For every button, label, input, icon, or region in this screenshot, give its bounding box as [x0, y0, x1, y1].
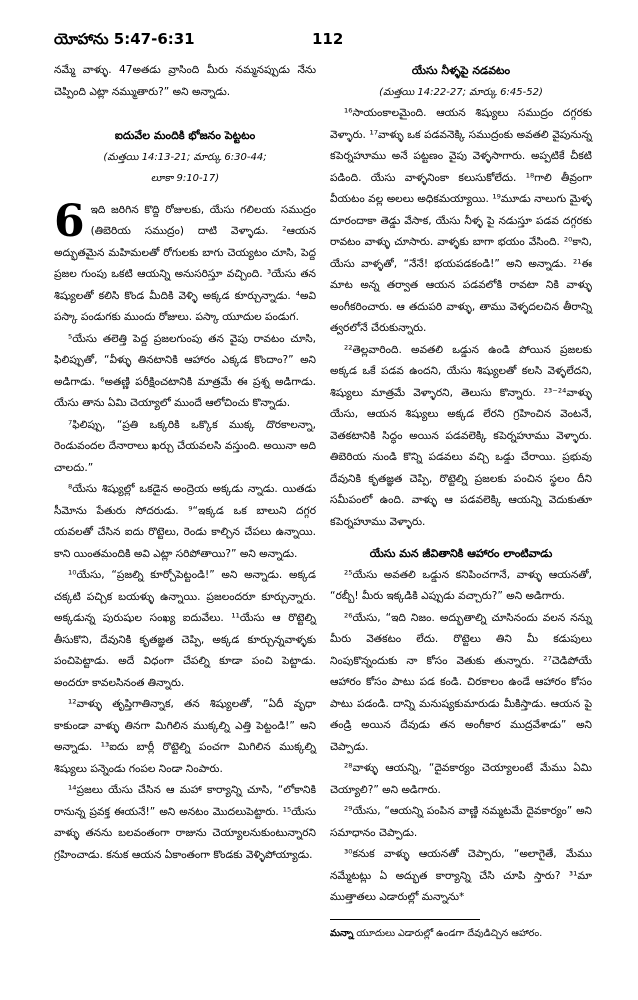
chapter-number: 6 — [54, 195, 85, 247]
left-column — [54, 60, 316, 866]
verse-paragraph: ⁸యేసు శిష్యుల్లో ఒకడైన అంద్రెయ అక్కడు న్నాడు. యితడు సీమోను పేతురు సోదరుడు. ⁹“ఇక్కడ ఒక బాలుని దగ్గర యవలతో చేసిన ఐదు రొట్టెలు, రెండు కాల్చిన చేపలు ఉన్నాయి. కాని యింతమందికి అవి ఎట్లా సరిపోతాయి?” అని అన్నాడు. — [54, 483, 316, 560]
verse-paragraph: ⁷ఫిలిప్పు, “ప్రతి ఒక్కరికి ఒక్కొక ముక్క దొరకాలన్నా, రెండువందల దేనారాలు ఖర్చు చేయవలసి వస్తుంది. అయినా అది చాలదు.” — [54, 418, 316, 474]
section-heading-feeding: ఐదువేల మందికి భోజనం పెట్టటం — [114, 129, 256, 142]
verse-paragraph: ¹²వాళ్ళు తృప్తిగాతిన్నాక, తన శిష్యులతో, “ఏదీ వృధా కాకుండా వాళ్ళు తినగా మిగిలిన ముక్కల్ని ఎత్తి పెట్టండి!” అని అన్నాడు. ¹³ఐదు బార్లీ రొట్టెల్ని పంచగా మిగిలిన ముక్కల్ని శిష్యులు పన్నెండు గంపల నిండా నింపారు. — [54, 698, 316, 775]
cross-reference-walking: (మత్తయి 14:22-27; మార్కు 6:45-52) — [379, 86, 543, 98]
verse-paragraph: ²⁶యేసు, “ఇది నిజం. అద్భుతాల్ని చూసినందు వలన నన్ను మీరు వెతకటం లేదు. రొట్టెలు తిని మీ కడుపులు నింపుకొన్నందుకు నా కోసం వెతుకు తున్నారు. ²⁷చెడిపోయే ఆహారం కోసం పాటు పడ కండి. చిరకాలం ఉండే ఆహారం కోసం పాటు పడండి. దాన్ని మనుష్యకుమారుడు మీకిస్తాడు. ఆయన పై తండ్రి అయిన దేవుడు తన అంగీకార ముద్రవేశాడు” అని చెప్పాడు. — [330, 611, 592, 753]
verse-paragraph: ³⁰కనుక వాళ్ళు ఆయనతో చెప్పారు, “అలాగైతే, మేము నమ్మేటట్లు ఏ అద్భుత కార్యాన్ని చేసి చూపి స్తారు? ³¹మా ముత్తాతలు ఎడారుల్లో మన్నాను* — [330, 848, 592, 903]
section-heading-bread-of-life: యేసు మన జీవితానికి ఆహారం లాంటివాడు — [369, 547, 553, 560]
verse-paragraph: ¹⁴ప్రజలు యేసు చేసిన ఆ మహా కార్యాన్ని చూసి, “లోకానికి రానున్న ప్రవక్త ఈయనే!” అని అనటం మొదలుపెట్టారు. ¹⁵యేసు వాళ్ళు తనను బలవంతంగా రాజును చెయ్యాలనుకుంటున్నారని గ్రహించాడు. కనుక ఆయన ఏకాంతంగా కొండకు వెళ్ళిపోయ్యాడు. — [54, 784, 316, 861]
footnote-rule — [330, 919, 480, 920]
running-head — [54, 30, 590, 52]
continued-paragraph: నమ్మే వాళ్ళు. 47అతడు వ్రాసింది మీరు నమ్మనప్పుడు నేను చెప్పింది ఎట్లా నమ్ముతారు?” అని అన్నాడు. — [54, 64, 316, 98]
running-head-reference: యోహాను 5:47-6:31 — [54, 30, 195, 48]
chapter-opening-paragraph — [54, 195, 316, 329]
right-column — [330, 60, 592, 942]
page-number: 112 — [312, 30, 344, 48]
verse-paragraph: ²²తెల్లవారింది. అవతలి ఒడ్డున ఉండి పోయిన ప్రజలకు అక్కడ ఒకే పడవ ఉందని, యేసు శిష్యులతో కలసి వెళ్ళలేదని, శిష్యులు మాత్రమే వెళ్ళారని, తెలుసు కొన్నారు. ²³⁻²⁴వాళ్ళు యేసు, ఆయన శిష్యులు అక్కడ లేరని గ్రహించిన వెంటనే, వెతకటానికి సిద్ధం అయిన పడవలెక్కి కపెర్నహూము వెళ్ళారు. తిబెరియ నుండి కొన్ని పడవలు వచ్చి ఒడ్డు చేరాయి. ప్రభువు దేవునికి కృతజ్ఞత చెప్పి, రొట్టెల్ని ప్రజలకు పంచిన స్థలం దీని సమీపంలో ఉంది. వాళ్ళు ఆ పడవలెక్కి ఆయన్ని వెదుకుతూ కపెర్నహూము వెళ్ళారు. — [330, 343, 592, 528]
verse-paragraph: ²⁵యేసు అవతలి ఒడ్డున కనిపించగానే, వాళ్ళు ఆయనతో, “రబ్బీ! మీరు ఇక్కడికి ఎప్పుడు వచ్చారు?” అని అడిగారు. — [330, 568, 592, 602]
footnote-term: మన్నా — [330, 927, 354, 939]
chapter-opening-text: ఇది జరిగిన కొద్ది రోజులకు, యేసు గలిలయ సముద్రం (తిబెరియ సముద్రం) దాటి వెళ్ళాడు. ²ఆయన అద్భుతమైన మహిమలతో రోగులకు బాగు చెయ్యటం చూసి, పెద్ద ప్రజల గుంపు ఒకటి ఆయన్ని అనుసరిస్తూ వచ్చింది. ³యేసు తన శిష్యులతో కలిసి కొండ మీదికి వెళ్ళి అక్కడ కూర్చున్నాడు. ⁴అవి పస్కా పండుగకు ముందు రోజులు. పస్కా యూదుల పండుగ. — [54, 203, 316, 323]
section-heading-walking-on-water: యేసు నీళ్ళపై నడవటం — [411, 64, 511, 77]
cross-reference-feeding-1: (మత్తయి 14:13-21; మార్కు 6:30-44; — [103, 151, 267, 163]
verse-paragraph: ²⁹యేసు, “ఆయన్ని పంపిన వాణ్ణి నమ్మటమే దైవకార్యం” అని సమాధానం చెప్పాడు. — [330, 805, 592, 839]
footnote — [330, 926, 592, 942]
verse-paragraph: ⁵యేసు తలెత్తి పెద్ద ప్రజలగుంపు తన వైపు రావటం చూసి, ఫిలిప్పుతో, “వీళ్ళు తినటానికి ఆహారం ఎక్కడ కొందాం?” అని అడిగాడు. ⁶అతణ్ణి పరీక్షించటానికి మాత్రమే ఈ ప్రశ్న అడిగాడు. యేసు తాను ఏమి చెయ్యాలో ముందే ఆలోచించు కొన్నాడు. — [54, 332, 316, 409]
cross-reference-feeding-2: లూకా 9:10-17) — [150, 173, 220, 184]
verse-paragraph: ¹⁶సాయంకాలమైంది. ఆయన శిష్యులు సముద్రం దగ్గరకు వెళ్ళారు. ¹⁷వాళ్ళు ఒక పడవనెక్కి సముద్రంకు అవతలి వైపునున్న కపెర్నహూము అనే పట్టణం వైపు వెళ్ళసాగారు. అప్పటికే చీకటి పడింది. యేసు వాళ్ళనింకా కలుసుకోలేదు. ¹⁸గాలి తీవ్రంగా వీయటం వల్ల అలలు అధికమయ్యాయి. ¹⁹మూడు నాలుగు మైళ్ళ దూరందాకా తెడ్డు వేసాక, యేసు నీళ్ళ పై నడుస్తూ పడవ దగ్గరకు రావటం వాళ్ళు చూసారు. వాళ్ళకు బాగా భయం వేసింది. ²⁰కాని, యేసు వాళ్ళతో, “నేనే! భయపడకండి!” అని అన్నాడు. ²¹ఈ మాట అన్న తర్వాత ఆయన పడవలోకి రావటా నికి వాళ్ళు అంగీకరించారు. ఆ తదుపరి వాళ్ళు, తాము వెళ్ళదలచిన తీరాన్ని త్వరలోనే చేరుకున్నారు. — [330, 107, 592, 334]
verse-paragraph: ¹⁰యేసు, “ప్రజల్ని కూర్చోపెట్టండి!” అని అన్నాడు. అక్కడ చక్కటి పచ్చిక బయళ్ళు ఉన్నాయి. ప్రజలందరూ కూర్చున్నారు. అక్కడున్న పురుషుల సంఖ్య ఐదువేలు. ¹¹యేసు ఆ రొట్టెల్ని తీసుకొని, దేవునికి కృతజ్ఞత చెప్పి, అక్కడ కూర్చున్నవాళ్ళకు పంచిపెట్టాడు. అదే విధంగా చేపల్ని కూడా పంచి పెట్టాడు. అందరూ కావలసినంత తిన్నారు. — [54, 569, 316, 689]
verse-paragraph: ²⁸వాళ్ళు ఆయన్ని, “దైవకార్యం చెయ్యాలంటే మేము ఏమి చెయ్యాలి?” అని అడిగారు. — [330, 762, 592, 796]
footnote-text: యూదులు ఎడారుల్లో ఉండగా దేవుడిచ్చిన ఆహారం. — [353, 927, 543, 939]
